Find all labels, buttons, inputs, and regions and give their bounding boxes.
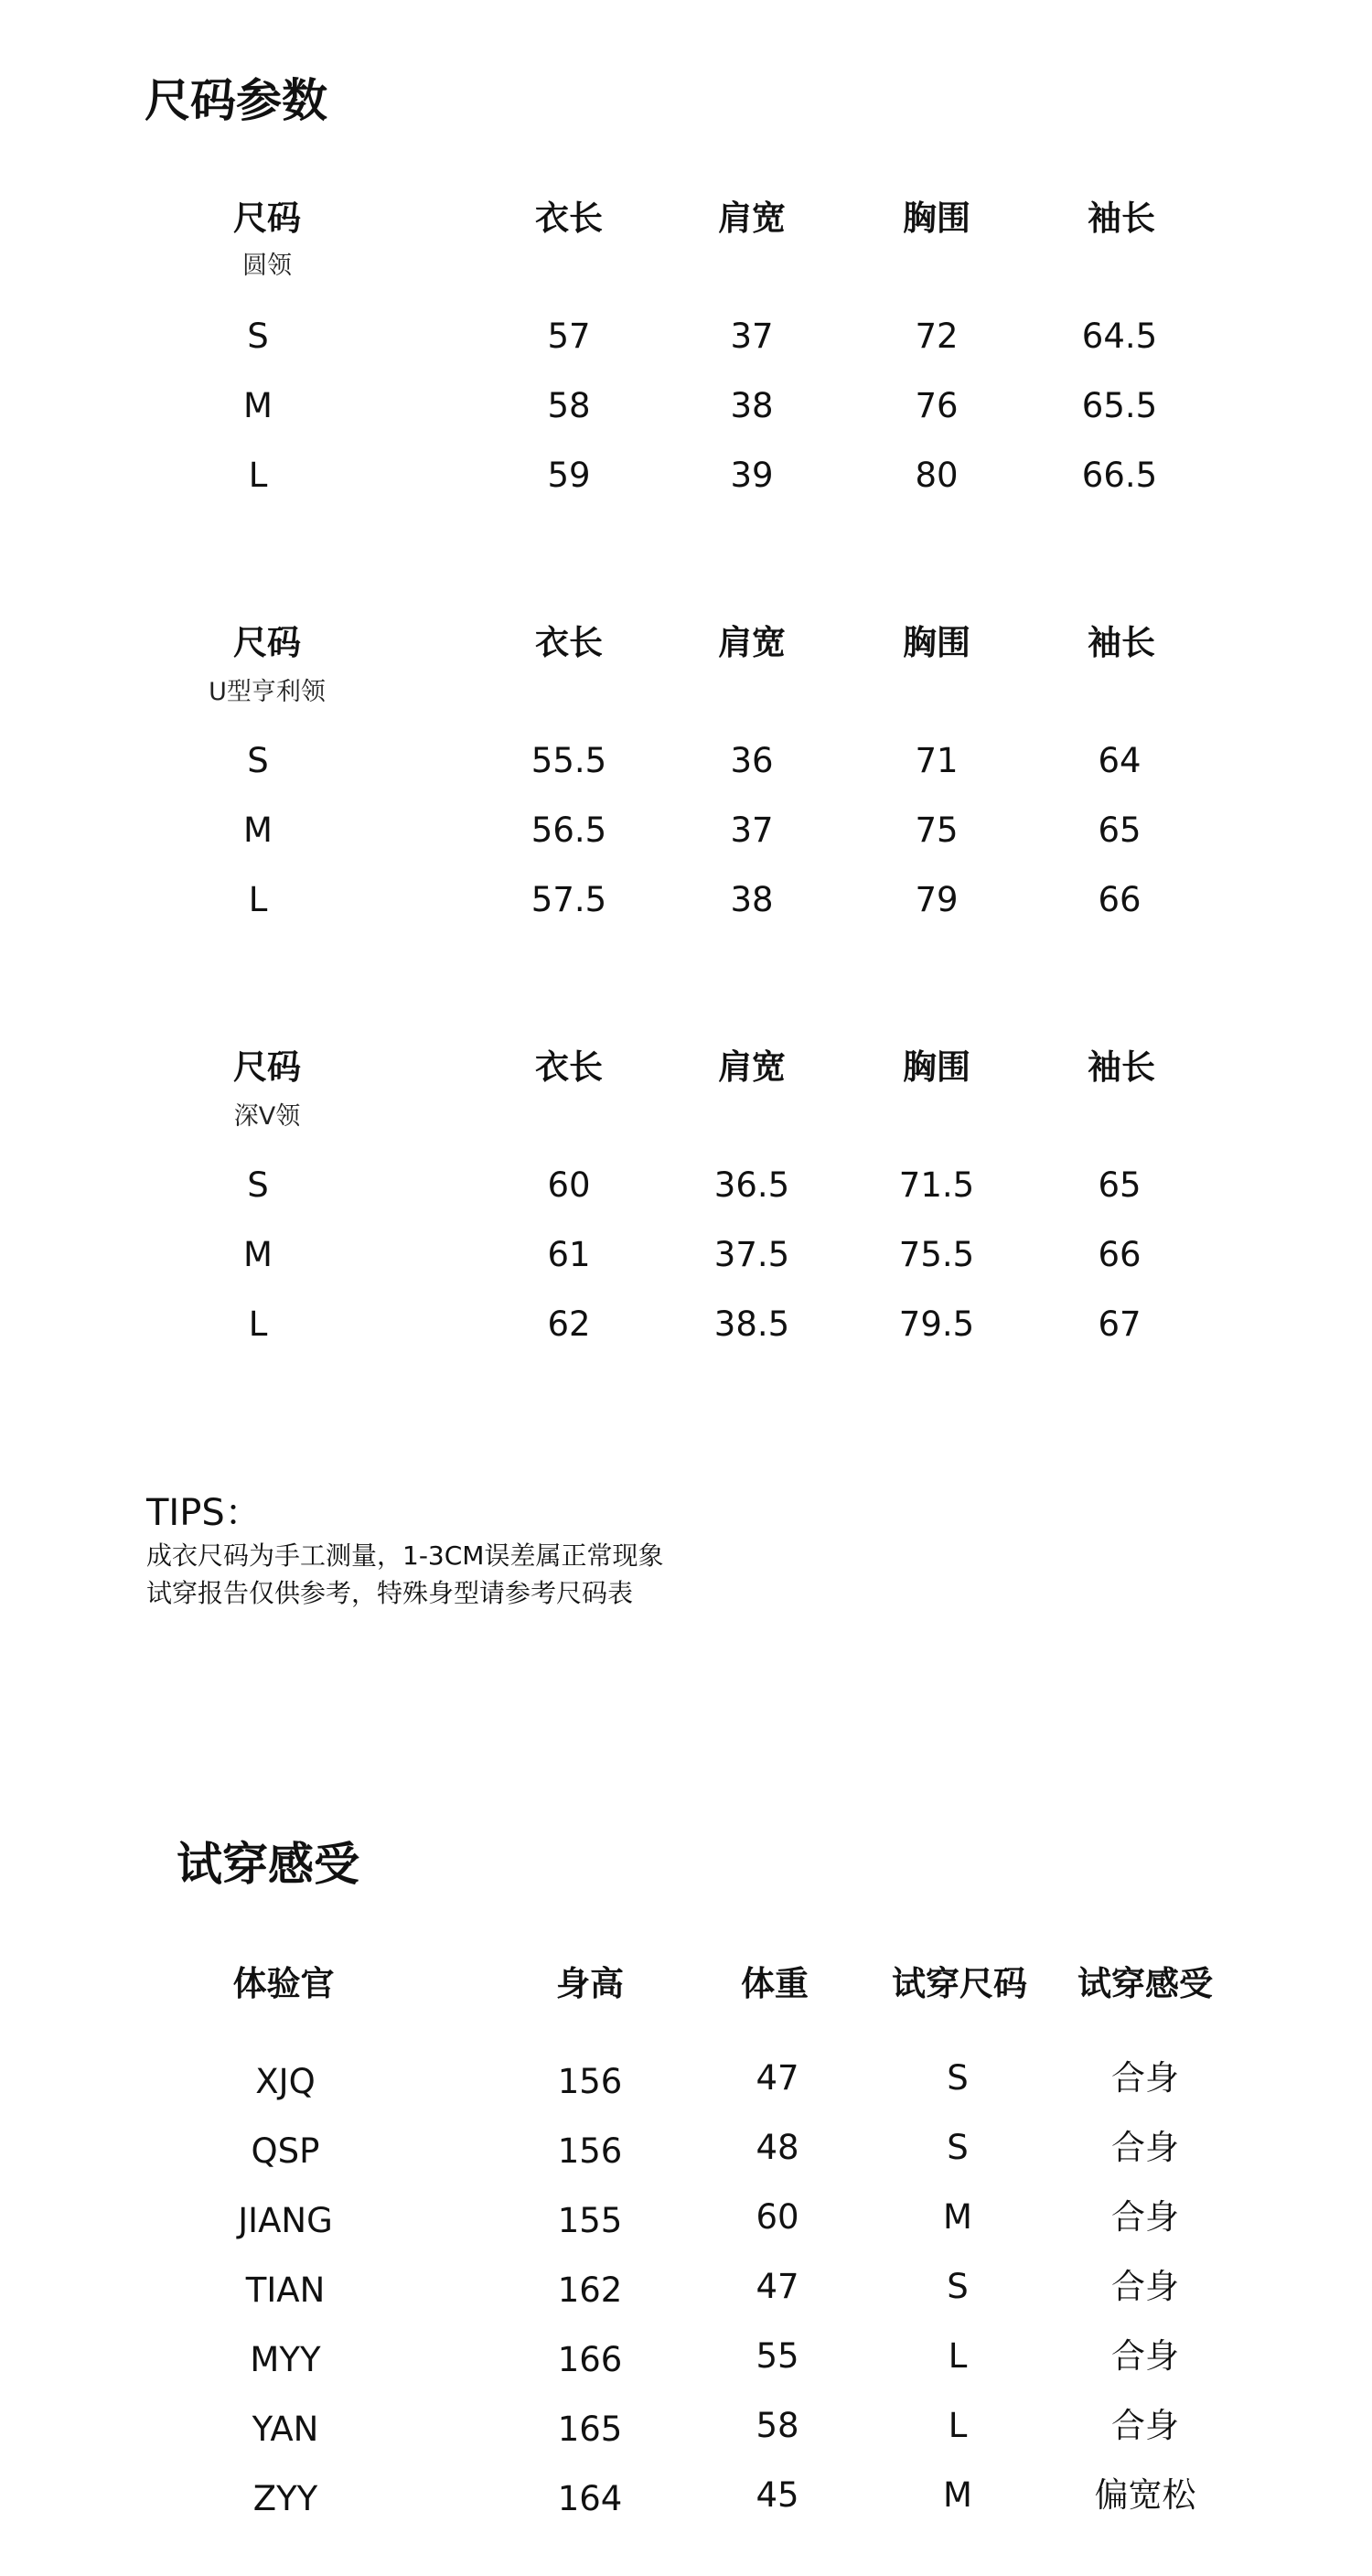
cell-weight: 58 [756,2406,799,2445]
cell-tester: QSP [251,2131,320,2171]
cell-tester: JIANG [238,2201,333,2240]
cell: M [243,386,273,425]
cell: 36 [730,741,774,780]
cell: 64 [1098,741,1142,780]
cell: 64.5 [1081,317,1158,356]
cell-height: 156 [557,2062,623,2101]
size-params-title: 尺码参数 [145,74,327,127]
cell-tester: TIAN [245,2270,326,2310]
cell: 65.5 [1081,386,1158,425]
cell: L [248,456,268,495]
cell: S [247,741,269,780]
header-chest: 胸围 [903,199,970,238]
cell: 56.5 [531,810,607,850]
cell-fit-size: L [948,2336,968,2376]
cell-fit-size: S [947,2128,969,2167]
cell: M [243,810,273,850]
cell: 55.5 [531,741,607,780]
cell-fit-feeling: 合身 [1111,2128,1179,2167]
header-length: 衣长 [535,199,603,238]
cell-height: 165 [557,2410,623,2449]
collar-label: 深V领 [233,1102,301,1131]
header-weight: 体重 [741,1964,809,2003]
cell: M [243,1235,273,1274]
cell: 57 [547,317,591,356]
cell-fit-feeling: 合身 [1111,2336,1179,2376]
cell: 79 [915,880,959,919]
header-size: 尺码 [233,199,301,238]
fitting-title: 试穿感受 [177,1838,359,1891]
collar-label: U型亨利领 [209,678,326,706]
cell: 75 [915,810,959,850]
cell-weight: 60 [756,2197,799,2237]
header-chest: 胸围 [903,1047,970,1087]
tips-title: TIPS： [146,1492,262,1534]
cell-tester: MYY [250,2340,321,2379]
cell-fit-feeling: 合身 [1111,2197,1179,2237]
cell-tester: XJQ [255,2062,316,2101]
cell: S [247,1165,269,1205]
cell: S [247,317,269,356]
cell-height: 166 [557,2340,623,2379]
cell-fit-size: M [943,2475,972,2515]
header-fit-feeling: 试穿感受 [1077,1964,1213,2003]
cell: 38 [730,880,774,919]
cell: L [248,1304,268,1344]
header-shoulder: 肩宽 [718,623,786,662]
cell-weight: 55 [756,2336,799,2376]
header-sleeve: 袖长 [1088,199,1155,238]
cell: 38 [730,386,774,425]
cell-height: 162 [557,2270,623,2310]
cell: 36.5 [713,1165,790,1205]
cell: 66 [1098,880,1142,919]
cell-weight: 47 [756,2267,799,2306]
header-length: 衣长 [535,623,603,662]
cell-tester: YAN [252,2410,319,2449]
cell-weight: 47 [756,2058,799,2098]
tips-line: 试穿报告仅供参考，特殊身型请参考尺码表 [146,1578,634,1608]
cell-fit-feeling: 合身 [1111,2406,1179,2445]
header-sleeve: 袖长 [1088,623,1155,662]
header-chest: 胸围 [903,623,970,662]
cell: 38.5 [713,1304,790,1344]
header-shoulder: 肩宽 [718,1047,786,1087]
cell-height: 155 [557,2201,623,2240]
header-size: 尺码 [233,1047,301,1087]
tips-line: 成衣尺码为手工测量，1-3CM误差属正常现象 [146,1540,664,1571]
cell: 60 [547,1165,591,1205]
cell: 37.5 [713,1235,790,1274]
cell-tester: ZYY [252,2479,318,2518]
cell-fit-feeling: 偏宽松 [1094,2475,1196,2515]
cell: 59 [547,456,591,495]
cell: 65 [1098,810,1142,850]
header-tester: 体验官 [232,1964,335,2003]
cell-fit-size: M [943,2197,972,2237]
cell: 57.5 [531,880,607,919]
cell-fit-size: S [947,2267,969,2306]
cell: 66 [1098,1235,1142,1274]
cell-weight: 48 [756,2128,799,2167]
header-shoulder: 肩宽 [718,199,786,238]
header-fit-size: 试穿尺码 [892,1964,1027,2003]
cell-fit-size: L [948,2406,968,2445]
cell: 76 [915,386,959,425]
cell: 71 [915,741,959,780]
cell-height: 156 [557,2131,623,2171]
header-sleeve: 袖长 [1088,1047,1155,1087]
cell: 61 [547,1235,591,1274]
cell: 65 [1098,1165,1142,1205]
cell: 37 [730,317,774,356]
cell: 58 [547,386,591,425]
cell: 66.5 [1081,456,1158,495]
header-length: 衣长 [535,1047,603,1087]
cell: 79.5 [898,1304,975,1344]
header-size: 尺码 [233,623,301,662]
cell: 71.5 [898,1165,975,1205]
cell: 72 [915,317,959,356]
cell: 80 [915,456,959,495]
cell-weight: 45 [756,2475,799,2515]
cell: 67 [1098,1304,1142,1344]
cell: 62 [547,1304,591,1344]
cell: 39 [730,456,774,495]
cell: 37 [730,810,774,850]
cell-fit-feeling: 合身 [1111,2267,1179,2306]
collar-label: 圆领 [242,252,292,280]
cell-fit-size: S [947,2058,969,2098]
cell-fit-feeling: 合身 [1111,2058,1179,2098]
cell: L [248,880,268,919]
header-height: 身高 [556,1964,624,2003]
cell-height: 164 [557,2479,623,2518]
cell: 75.5 [898,1235,975,1274]
